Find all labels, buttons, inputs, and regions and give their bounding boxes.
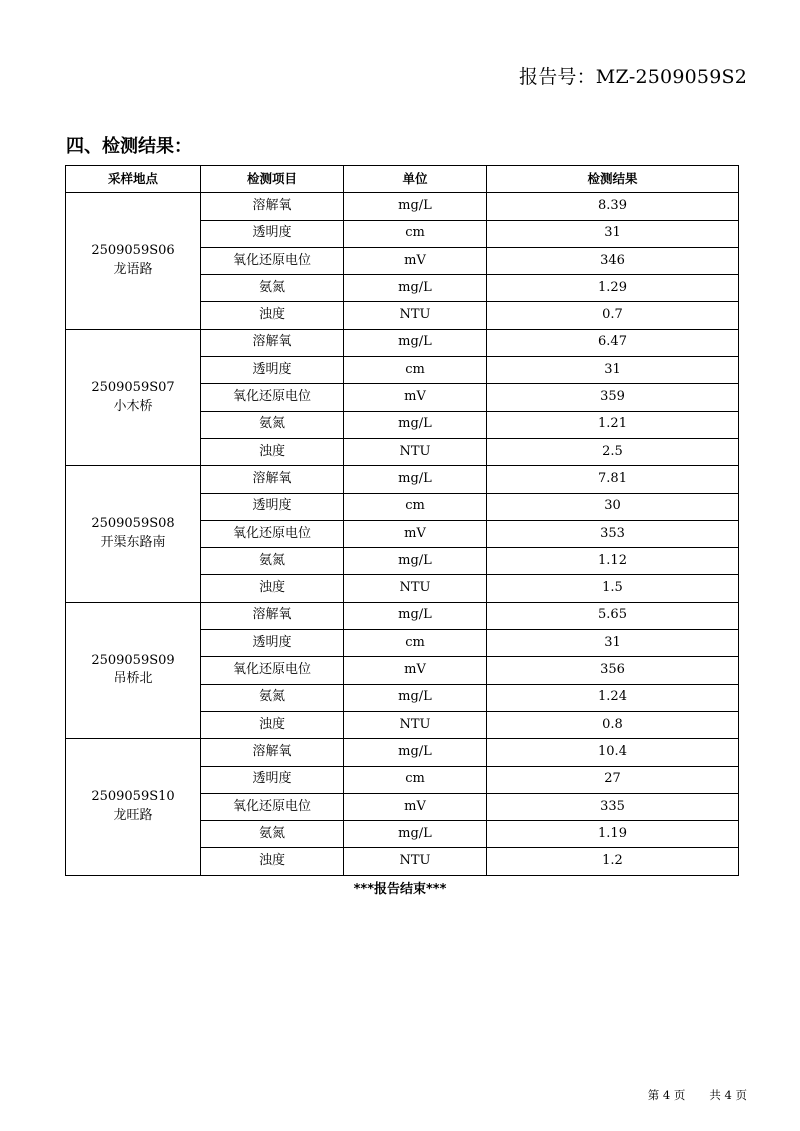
site-name: 龙旺路 [113, 807, 153, 823]
site-code: 2509059S10 [91, 789, 175, 805]
unit-cell: mg/L [344, 466, 487, 493]
test-item-cell: 浊度 [201, 575, 344, 602]
test-item-cell: 氧化还原电位 [201, 520, 344, 547]
site-name: 吊桥北 [113, 671, 153, 687]
result-cell: 359 [487, 384, 739, 411]
site-code: 2509059S06 [91, 243, 175, 259]
column-header-site: 采样地点 [66, 166, 201, 193]
unit-cell: cm [344, 493, 487, 520]
unit-cell: cm [344, 220, 487, 247]
result-cell: 1.12 [487, 548, 739, 575]
unit-cell: mV [344, 793, 487, 820]
test-item-cell: 氨氮 [201, 548, 344, 575]
test-item-cell: 浊度 [201, 711, 344, 738]
table-row [66, 466, 739, 493]
test-item-cell: 溶解氧 [201, 602, 344, 629]
column-header-result: 检测结果 [487, 166, 739, 193]
test-item-cell: 透明度 [201, 766, 344, 793]
table-row [66, 193, 739, 220]
result-cell: 356 [487, 657, 739, 684]
table-row [66, 329, 739, 356]
report-end-note: ***报告结束*** [353, 882, 447, 897]
test-item-cell: 溶解氧 [201, 193, 344, 220]
results-body [66, 193, 739, 875]
result-cell: 2.5 [487, 438, 739, 465]
unit-cell: mg/L [344, 275, 487, 302]
unit-cell: mg/L [344, 602, 487, 629]
sampling-site-cell [66, 466, 201, 602]
result-cell: 8.39 [487, 193, 739, 220]
test-item-cell: 氨氮 [201, 275, 344, 302]
unit-cell: NTU [344, 302, 487, 329]
test-item-cell: 溶解氧 [201, 329, 344, 356]
unit-cell: cm [344, 766, 487, 793]
column-header-unit: 单位 [344, 166, 487, 193]
site-name: 开渠东路南 [100, 535, 166, 550]
result-cell: 1.19 [487, 821, 739, 848]
unit-cell: mg/L [344, 411, 487, 438]
unit-cell: mg/L [344, 739, 487, 766]
test-item-cell: 溶解氧 [201, 466, 344, 493]
site-name: 龙语路 [113, 262, 153, 278]
result-cell: 7.81 [487, 466, 739, 493]
test-item-cell: 氧化还原电位 [201, 384, 344, 411]
test-item-cell: 溶解氧 [201, 739, 344, 766]
site-name: 小木桥 [113, 398, 153, 414]
unit-cell: mg/L [344, 684, 487, 711]
result-cell: 353 [487, 520, 739, 547]
result-cell: 335 [487, 793, 739, 820]
test-item-cell: 氧化还原电位 [201, 247, 344, 274]
sampling-site-cell [66, 739, 201, 875]
table-header-row [66, 166, 739, 193]
unit-cell: mV [344, 657, 487, 684]
page-current: 第 4 页 [647, 1088, 686, 1102]
unit-cell: mV [344, 520, 487, 547]
unit-cell: cm [344, 630, 487, 657]
unit-cell: mg/L [344, 329, 487, 356]
page-footer [648, 1087, 747, 1103]
result-cell: 31 [487, 220, 739, 247]
sampling-site-cell [66, 193, 201, 329]
unit-cell: NTU [344, 575, 487, 602]
unit-cell: NTU [344, 438, 487, 465]
test-item-cell: 浊度 [201, 438, 344, 465]
unit-cell: mg/L [344, 548, 487, 575]
site-code: 2509059S09 [91, 652, 175, 668]
unit-cell: cm [344, 357, 487, 384]
unit-cell: mg/L [344, 193, 487, 220]
site-code: 2509059S07 [91, 379, 175, 395]
result-cell: 1.2 [487, 848, 739, 875]
test-item-cell: 透明度 [201, 357, 344, 384]
test-item-cell: 透明度 [201, 630, 344, 657]
site-code: 2509059S08 [91, 516, 175, 532]
result-cell: 31 [487, 630, 739, 657]
test-item-cell: 浊度 [201, 302, 344, 329]
result-cell: 346 [487, 247, 739, 274]
result-cell: 5.65 [487, 602, 739, 629]
table-row [66, 602, 739, 629]
unit-cell: NTU [344, 711, 487, 738]
result-cell: 1.5 [487, 575, 739, 602]
test-item-cell: 氧化还原电位 [201, 657, 344, 684]
unit-cell: mV [344, 247, 487, 274]
result-cell: 10.4 [487, 739, 739, 766]
result-cell: 31 [487, 357, 739, 384]
result-cell: 30 [487, 493, 739, 520]
test-item-cell: 氨氮 [201, 821, 344, 848]
result-cell: 27 [487, 766, 739, 793]
unit-cell: mV [344, 384, 487, 411]
test-item-cell: 透明度 [201, 220, 344, 247]
column-header-item: 检测项目 [201, 166, 344, 193]
test-item-cell: 透明度 [201, 493, 344, 520]
unit-cell: NTU [344, 848, 487, 875]
page-total: 共 4 页 [709, 1088, 747, 1102]
unit-cell: mg/L [344, 821, 487, 848]
sampling-site-cell [66, 329, 201, 465]
test-item-cell: 氨氮 [201, 411, 344, 438]
results-table [65, 165, 739, 876]
result-cell: 1.24 [487, 684, 739, 711]
report-number: 报告号：MZ-2509059S2 [519, 66, 747, 88]
result-cell: 1.21 [487, 411, 739, 438]
sampling-site-cell [66, 602, 201, 738]
result-cell: 6.47 [487, 329, 739, 356]
section-title: 四、检测结果： [66, 136, 192, 157]
test-item-cell: 氨氮 [201, 684, 344, 711]
result-cell: 1.29 [487, 275, 739, 302]
test-item-cell: 氧化还原电位 [201, 793, 344, 820]
table-row [66, 739, 739, 766]
test-item-cell: 浊度 [201, 848, 344, 875]
result-cell: 0.7 [487, 302, 739, 329]
result-cell: 0.8 [487, 711, 739, 738]
